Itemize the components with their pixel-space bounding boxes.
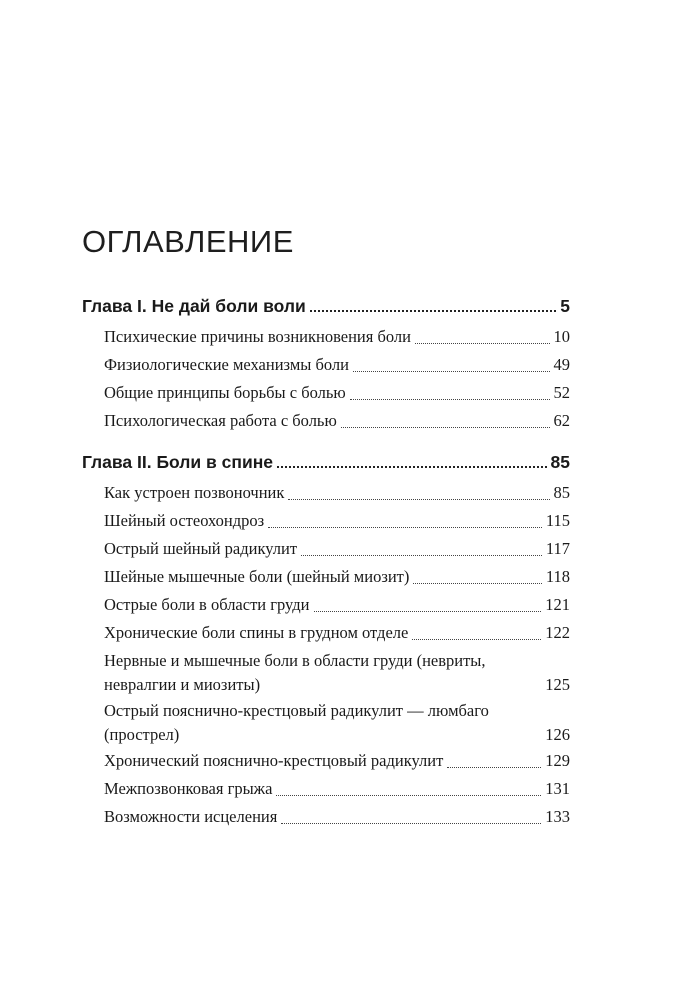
page-number: 62 — [553, 411, 570, 430]
page-number: 49 — [553, 355, 570, 374]
chapter-title: Глава II. Боли в спине — [82, 452, 274, 472]
page-number: 126 — [545, 725, 570, 744]
dot-leader — [268, 527, 542, 528]
dot-leader — [276, 795, 541, 796]
page-number: 129 — [545, 751, 570, 770]
dot-leader — [350, 399, 550, 400]
section-title: Хронический пояснично-крестцовый радикулит — [104, 751, 444, 770]
section-title: Психологическая работа с болью — [104, 411, 337, 430]
page-number: 5 — [560, 296, 570, 316]
toc-section — [82, 379, 570, 407]
toc-section — [82, 619, 570, 647]
dot-leader — [281, 823, 541, 824]
section-title: Шейные мышечные боли (шейный миозит) — [104, 567, 410, 586]
page-number: 131 — [545, 779, 570, 798]
dot-leader — [447, 767, 541, 768]
toc-chapter-2 — [82, 448, 570, 476]
dot-leader — [314, 611, 542, 612]
toc-section — [82, 535, 570, 563]
toc-section — [82, 803, 570, 831]
section-title: Общие принципы борьбы с болью — [104, 383, 346, 402]
section-title: Межпозвонковая грыжа — [104, 779, 273, 798]
page-number: 118 — [545, 567, 570, 586]
dot-leader — [415, 343, 550, 344]
section-title-line: невралгии и миозиты) — [104, 675, 261, 694]
dot-leader — [288, 499, 549, 500]
dot-leader — [412, 639, 541, 640]
chapter-title: Глава I. Не дай боли воли — [82, 296, 306, 316]
toc-section — [82, 775, 570, 803]
toc-section — [82, 479, 570, 507]
page-number: 122 — [545, 623, 570, 642]
section-title — [104, 699, 489, 747]
dot-leader — [301, 555, 542, 556]
section-title-line: (прострел) — [104, 725, 180, 744]
toc-section — [82, 507, 570, 535]
section-title: Острые боли в области груди — [104, 595, 310, 614]
page-number: 125 — [545, 675, 570, 694]
page-number: 85 — [553, 483, 570, 502]
toc-chapter-1 — [82, 292, 570, 320]
section-title: Хронические боли спины в грудном отделе — [104, 623, 409, 642]
toc-section — [82, 591, 570, 619]
section-title: Острый шейный радикулит — [104, 539, 298, 558]
toc-section — [82, 407, 570, 435]
page-title: ОГЛАВЛЕНИЕ — [82, 224, 294, 259]
dot-leader — [310, 310, 557, 312]
dot-leader — [353, 371, 550, 372]
page-number: 10 — [553, 327, 570, 346]
page-number: 85 — [550, 452, 570, 472]
section-title: Физиологические механизмы боли — [104, 355, 349, 374]
section-title: Возможности исцеления — [104, 807, 278, 826]
page-number: 117 — [545, 539, 570, 558]
toc-section — [82, 747, 570, 775]
section-title: Как устроен позвоночник — [104, 483, 285, 502]
page-number: 52 — [553, 383, 570, 402]
toc-section — [82, 323, 570, 351]
toc-section — [82, 563, 570, 591]
page-number: 121 — [545, 595, 570, 614]
toc-section — [82, 697, 570, 747]
section-title — [104, 649, 486, 697]
page-number: 133 — [545, 807, 570, 826]
page-number: 115 — [545, 511, 570, 530]
section-title: Шейный остеохондроз — [104, 511, 265, 530]
section-title: Психические причины возникновения боли — [104, 327, 411, 346]
section-title-line: Острый пояснично-крестцовый радикулит — люмбаго — [104, 701, 489, 720]
toc-section — [82, 351, 570, 379]
section-title-line: Нервные и мышечные боли в области груди (невриты, — [104, 651, 486, 670]
table-of-contents — [82, 292, 570, 831]
dot-leader — [413, 583, 541, 584]
toc-section — [82, 647, 570, 697]
dot-leader — [277, 466, 547, 468]
dot-leader — [341, 427, 550, 428]
